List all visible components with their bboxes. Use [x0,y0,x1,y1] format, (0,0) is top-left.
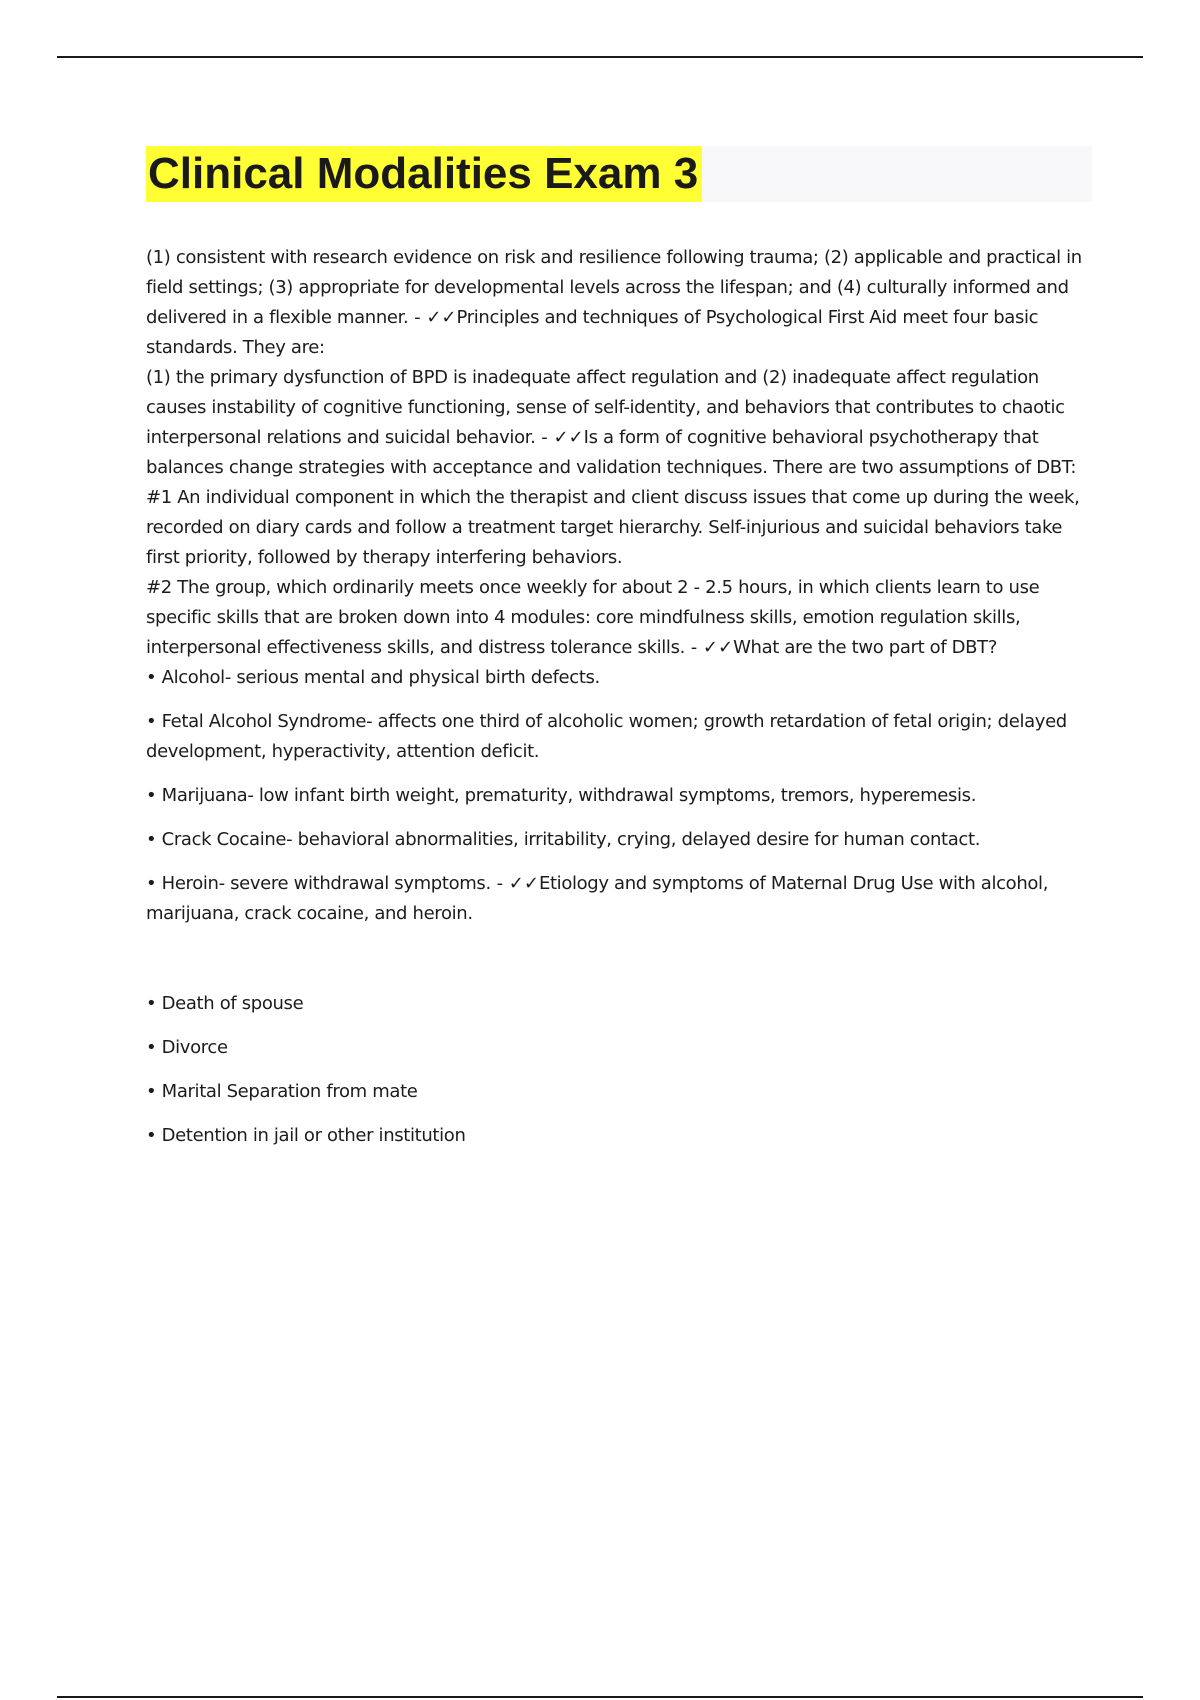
list-item: • Alcohol- serious mental and physical birth defects. [146,667,600,688]
card-answer: #2 The group, which ordinarily meets once weekly for about 2 - 2.5 hours, in which clients learn to use specific skills that are broken down into 4 modules: core mindfulness skills, emotion regulation skills, interpersonal effectiveness skills, and distress tolerance skills. [146,577,1040,658]
card-question: What are the two part of DBT? [733,637,998,658]
check-separator: - ✓✓ [408,307,457,328]
card-answer: • Heroin- severe withdrawal symptoms. [146,873,491,894]
document-title: Clinical Modalities Exam 3 [146,146,702,202]
check-separator: - ✓✓ [684,637,734,658]
list-item: • Divorce [146,1037,228,1058]
card-answer: (1) the primary dysfunction of BPD is inadequate affect regulation and (2) inadequate affect regulation causes instability of cognitive functioning, sense of self-identity, and behaviors that contributes to chaotic interpersonal relations and suicidal behavior. [146,367,1065,448]
card-question: Principles and techniques of Psychological First Aid meet four basic standards. They are: [146,307,1039,358]
life-events-list [146,989,1096,1151]
flashcard-pfa [146,243,1096,363]
list-item: • Crack Cocaine- behavioral abnormalities, irritability, crying, delayed desire for human contact. [146,829,981,850]
check-separator: - ✓✓ [490,873,539,894]
flashcard-dbt-parts [146,573,1096,663]
card-question: Is a form of cognitive behavioral psychotherapy that balances change strategies with acceptance and validation techniques. There are two assumptions of DBT: [146,427,1077,478]
list-item: • Detention in jail or other institution [146,1125,466,1146]
list-item-with-question [146,869,1096,929]
check-separator: - ✓✓ [535,427,584,448]
dbt-part-one: #1 An individual component in which the therapist and client discuss issues that come up during the week, recorded on diary cards and follow a treatment target hierarchy. Self-injurious and suicidal behaviors take first priority, followed by therapy interfering behaviors. [146,487,1080,568]
card-answer: (1) consistent with research evidence on risk and resilience following trauma; (2) applicable and practical in field settings; (3) appropriate for developmental levels across the lifespan; and (4) culturally informed and delivered in a flexible manner. [146,247,1082,328]
list-item: • Death of spouse [146,993,304,1014]
document-body [146,243,1096,1165]
bottom-rule [57,1696,1143,1698]
list-item: • Marijuana- low infant birth weight, prematurity, withdrawal symptoms, tremors, hyperemesis. [146,785,977,806]
maternal-drug-use-list [146,663,1096,929]
top-rule [57,56,1143,58]
list-item: • Marital Separation from mate [146,1081,418,1102]
list-item: • Fetal Alcohol Syndrome- affects one third of alcoholic women; growth retardation of fetal origin; delayed development, hyperactivity, attention deficit. [146,711,1067,762]
card-question: Etiology and symptoms of Maternal Drug Use with alcohol, marijuana, crack cocaine, and heroin. [146,873,1049,924]
flashcard-dbt-assumptions [146,363,1096,483]
